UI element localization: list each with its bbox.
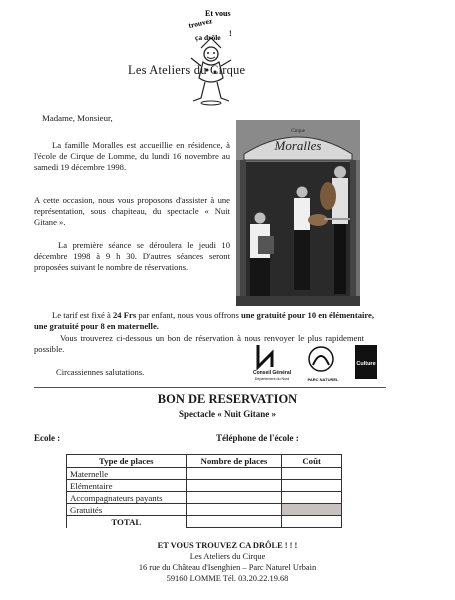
footer-tagline: ET VOUS TROUVEZ CA DRÔLE ! ! ! — [157, 541, 298, 550]
count-cell-elementaire[interactable] — [186, 480, 282, 492]
section-divider — [34, 387, 386, 388]
sponsor-1-sub: Département du Nord — [254, 377, 290, 381]
total-count-cell[interactable] — [186, 516, 282, 528]
organization-name: Les Ateliers du Cirque — [128, 63, 246, 77]
table-header-row — [67, 455, 342, 468]
table-total-row — [67, 516, 342, 528]
salutation: Madame, Monsieur, — [42, 113, 113, 123]
school-phone-label: Téléphone de l'école : — [216, 433, 299, 443]
sponsor-2-sub: PARC NATUREL — [307, 377, 339, 382]
photo-sign-text: Moralles — [274, 138, 322, 153]
reservation-table — [66, 454, 342, 528]
reservation-subtitle: Spectacle « Nuit Gitane » — [179, 409, 276, 419]
row-label-elementaire: Elémentaire — [67, 480, 187, 492]
tariff-free-places: une gratuité pour 10 en élémentaire, une gratuité pour 8 en maternelle. — [34, 310, 374, 332]
footer-city-phone: 59160 LOMME Tél. 03.20.22.19.68 — [166, 574, 289, 583]
table-row — [67, 480, 342, 492]
culture-logo — [355, 345, 377, 379]
letter-closing: Circassiennes salutations. — [56, 367, 145, 377]
letter-paragraph-4 — [34, 310, 374, 332]
school-label: Ecole : — [34, 433, 61, 443]
logo-text-2: trouvez — [187, 16, 213, 30]
clown-logo-icon — [183, 6, 239, 106]
total-cost-cell[interactable] — [282, 516, 342, 528]
conseil-general-logo — [250, 343, 294, 381]
cost-cell-elementaire[interactable] — [282, 480, 342, 492]
header-type: Type de places — [67, 455, 187, 468]
reservation-title: BON DE RESERVATION — [157, 392, 298, 406]
cost-cell-gratuites-shaded — [282, 504, 342, 516]
cost-cell-accompagnateurs[interactable] — [282, 492, 342, 504]
table-row — [67, 504, 342, 516]
cost-cell-maternelle[interactable] — [282, 468, 342, 480]
count-cell-gratuites[interactable] — [186, 504, 282, 516]
parc-naturel-logo — [303, 343, 343, 383]
logo-text-4: ! — [229, 29, 232, 38]
total-label: TOTAL — [67, 516, 187, 528]
tariff-prefix: Le tarif est fixé à — [52, 310, 113, 320]
header-cost: Coût — [282, 455, 342, 468]
photo-sign-small: Cirque — [291, 129, 305, 134]
row-label-maternelle: Maternelle — [67, 468, 187, 480]
count-cell-maternelle[interactable] — [186, 468, 282, 480]
letter-paragraph-1: La famille Moralles est accueillie en résidence, à l'école de Cirque de Lomme, du lundi 16 novembre au samedi 19 décembre 1998. — [34, 140, 230, 173]
logo-text-1: Et vous — [205, 9, 231, 18]
sponsor-1-name: Conseil Général — [252, 370, 292, 376]
tariff-middle: par enfant, nous vous offrons — [136, 310, 241, 320]
letter-paragraph-5: Vous trouverez ci-dessous un bon de réservation à nous renvoyer le plus rapidement possible. — [34, 333, 364, 355]
letter-paragraph-2: A cette occasion, nous vous proposons d'assister à une représentation, sous chapiteau, du spectacle « Nuit Gitane ». — [34, 195, 230, 228]
tariff-price: 24 Frs — [113, 310, 137, 320]
family-photo — [236, 120, 360, 306]
logo-text-3: ça drôle — [195, 33, 221, 42]
row-label-gratuites: Gratuités — [67, 504, 187, 516]
footer-address: 16 rue du Château d'Isenghien – Parc Naturel Urbain — [138, 563, 317, 572]
footer-org: Les Ateliers du Cirque — [189, 552, 266, 561]
letter-paragraph-3: La première séance se déroulera le jeudi 10 décembre 1998 à 9 h 30. D'autres séances seront proposées suivant le nombre de réservations. — [34, 240, 230, 273]
row-label-accompagnateurs: Accompagnateurs payants — [67, 492, 187, 504]
table-row — [67, 468, 342, 480]
header-count: Nombre de places — [186, 455, 282, 468]
count-cell-accompagnateurs[interactable] — [186, 492, 282, 504]
table-row — [67, 492, 342, 504]
sponsor-3-name: Culture — [356, 361, 376, 367]
